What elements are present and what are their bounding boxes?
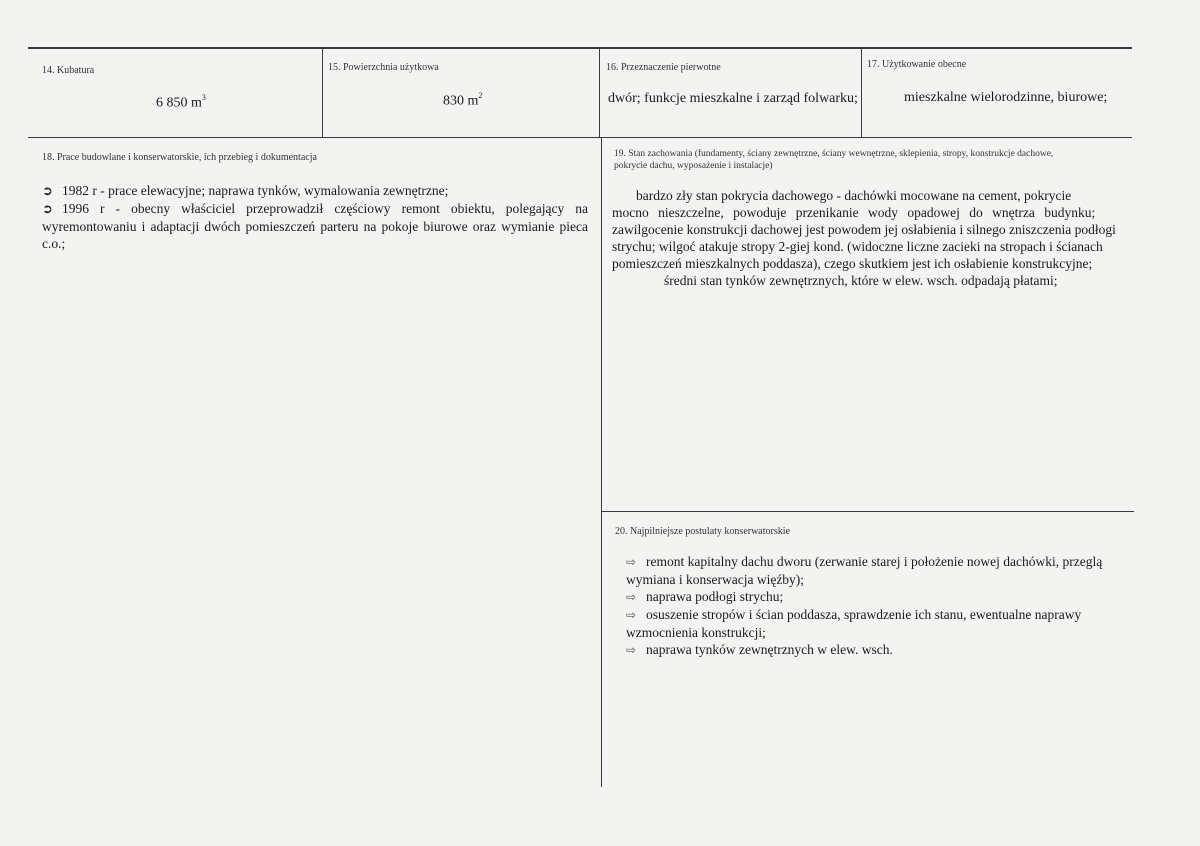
f14-value xyxy=(156,94,206,112)
f18-label: 18. Prace budowlane i konserwatorskie, ich przebieg i dokumentacja xyxy=(42,152,317,163)
outline-right-arrow-icon: ⇨ xyxy=(626,590,637,604)
outline-right-arrow-icon: ⇨ xyxy=(626,643,637,657)
f20-item xyxy=(626,606,1132,624)
outline-right-arrow-icon: ⇨ xyxy=(626,555,637,569)
f19-line: strychu; wilgoć atakuje stropy 2-giej kond. (widoczne liczne zacieki na stropach i ścianach xyxy=(612,239,1103,254)
col-divider-14-15 xyxy=(322,48,323,138)
f19-body xyxy=(612,187,1132,289)
right-curved-arrow-icon: ➲ xyxy=(42,202,53,217)
f18-body xyxy=(42,182,588,252)
f17-value: mieszkalne wielorodzinne, biurowe; xyxy=(904,90,1108,105)
f20-item xyxy=(626,553,1132,571)
f20-item xyxy=(626,641,1132,659)
f14-unit-exponent: 3 xyxy=(201,93,206,102)
top-border xyxy=(28,47,1132,49)
f16-label: 16. Przeznaczenie pierwotne xyxy=(606,62,721,73)
f16-value: dwór; funkcje mieszkalne i zarząd folwarku; xyxy=(608,91,858,106)
col-divider-16-17 xyxy=(861,48,862,138)
f15-number: 830 m xyxy=(443,93,479,109)
f20-item-text: osuszenie stropów i ścian poddasza, sprawdzenie ich stanu, ewentualne naprawy xyxy=(646,607,1082,622)
col-divider-lower xyxy=(601,137,602,787)
f19-label-line2: pokrycie dachu, wyposażenie i instalacje) xyxy=(614,161,773,171)
f14-label: 14. Kubatura xyxy=(42,65,95,76)
f20-item-text: remont kapitalny dachu dworu (zerwanie starej i położenie nowej dachówki, przeglą xyxy=(646,554,1103,569)
f15-label: 15. Powierzchnia użytkowa xyxy=(328,62,439,73)
row1-bottom-border xyxy=(28,137,1132,138)
f19-line: pomieszczeń mieszkalnych poddasza), czego skutkiem jest ich osłabienie konstrukcyjne; xyxy=(612,256,1093,271)
f19-line: mocno nieszczelne, powoduje przenikanie wody opadowej do wnętrza budynku; xyxy=(612,205,1096,220)
f19-line: bardzo zły stan pokrycia dachowego - dachówki mocowane na cement, pokrycie xyxy=(636,188,1072,203)
f18-item xyxy=(42,182,588,200)
f19-f20-divider xyxy=(602,511,1134,512)
f17-label: 17. Użytkowanie obecne xyxy=(867,59,967,70)
f15-value xyxy=(443,92,482,110)
f18-item-text: 1996 r - obecny właściciel przeprowadził częściowy remont obiektu, polegający na wyremontowaniu i adaptacji dwóch pomieszczeń parteru na pokoje biurowe oraz wymianie pieca c.o.; xyxy=(42,201,588,251)
f20-item-cont: wymiana i konserwacja więźby); xyxy=(626,572,805,587)
f15-unit-exponent: 2 xyxy=(478,91,483,100)
f20-body xyxy=(626,553,1132,659)
f20-item-cont: wzmocnienia konstrukcji; xyxy=(626,625,766,640)
f18-item-text: 1982 r - prace elewacyjne; naprawa tynków, wymalowania zewnętrzne; xyxy=(62,183,449,198)
f20-item xyxy=(626,588,1132,606)
f20-label: 20. Najpilniejsze postulaty konserwatorskie xyxy=(615,526,790,537)
col-divider-15-16 xyxy=(599,48,600,138)
f20-item-text: naprawa podłogi strychu; xyxy=(646,589,784,604)
outline-right-arrow-icon: ⇨ xyxy=(626,608,637,622)
f19-label-line1: 19. Stan zachowania (fundamenty, ściany zewnętrzne, ściany wewnętrzne, sklepienia, stropy, konstrukcje dachowe, xyxy=(614,149,1054,159)
f19-line: średni stan tynków zewnętrznych, które w elew. wsch. odpadają płatami; xyxy=(664,273,1058,288)
f18-item xyxy=(42,200,588,252)
f19-line: zawilgocenie konstrukcji dachowej jest powodem jej osłabienia i silnego zniszczenia podłogi xyxy=(612,222,1116,237)
f14-number: 6 850 m xyxy=(156,95,202,111)
right-curved-arrow-icon: ➲ xyxy=(42,184,53,199)
f20-item-text: naprawa tynków zewnętrznych w elew. wsch. xyxy=(646,642,893,657)
